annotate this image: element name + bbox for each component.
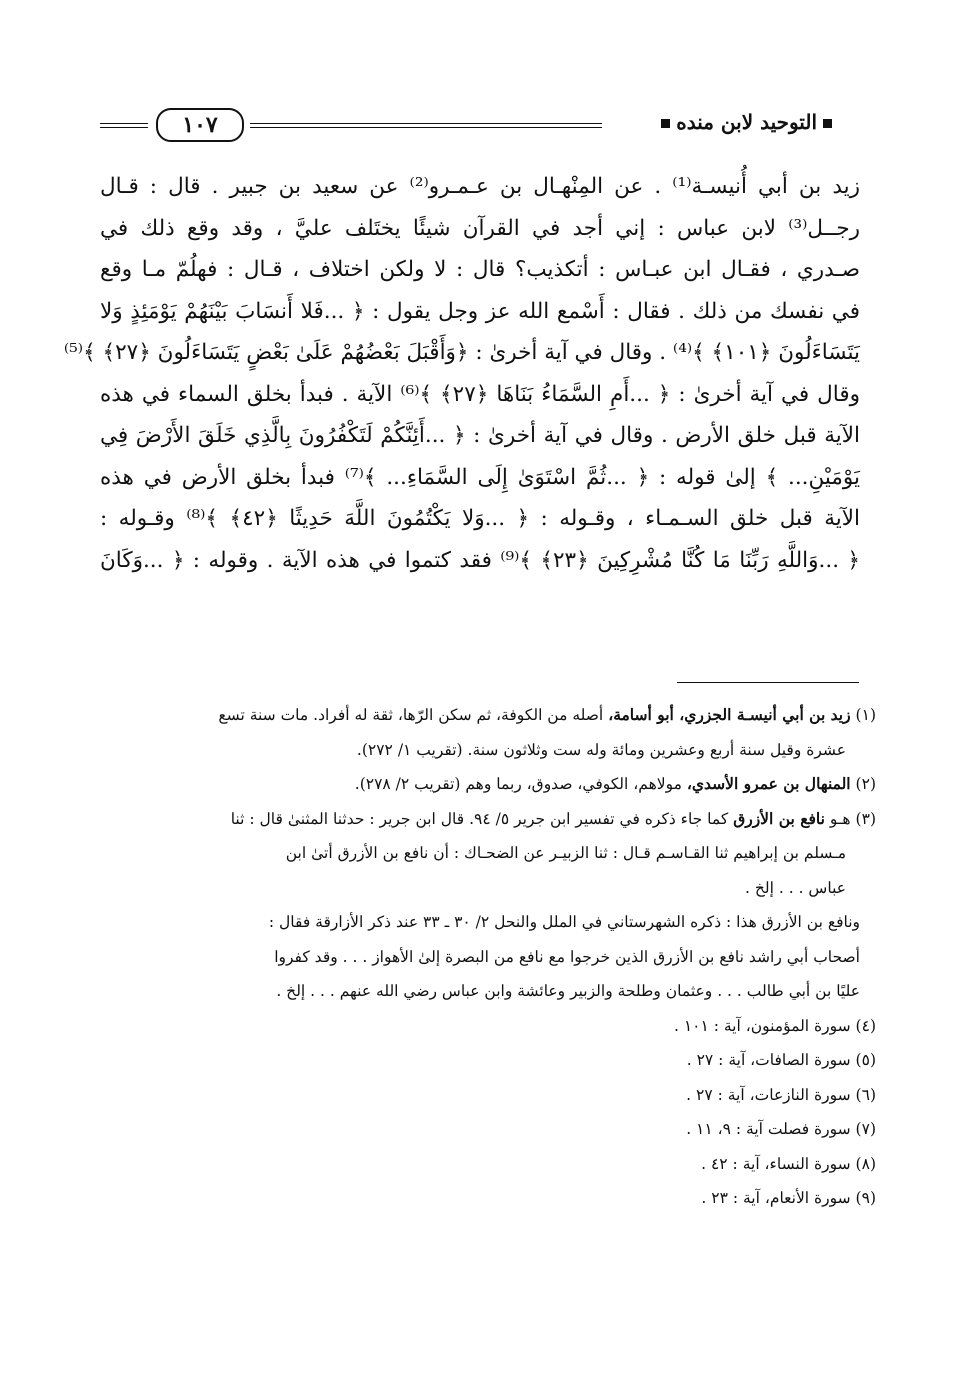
footnote-number: (٣)	[855, 809, 876, 828]
square-bullet-icon	[661, 119, 670, 128]
footnote-separator	[677, 682, 859, 683]
footnote-4: (٤) سورة المؤمنون، آية : ١٠١ .	[673, 1016, 876, 1035]
footnote-7: (٧) سورة فصلت آية : ٩، ١١ .	[686, 1120, 876, 1138]
footnote-3-cont: مـسلم بن إبراهيم ثنا القـاسـم قـال : ثنا الزبيـر عن الضحـاك : أن نافع بن الأزرق أتىٰ ابن	[285, 844, 846, 862]
footnote-number: (٢)	[855, 775, 876, 793]
footnote-number: (١)	[855, 706, 876, 724]
narrator-name: نافع بن الأزرق	[733, 808, 825, 828]
header-rule-left	[100, 123, 148, 128]
narrator-name: زيد بن أبي أنيسـة الجزري، أبو أسامة،	[608, 705, 851, 724]
footnote-3-cont: أصحاب أبي راشد نافع بن الأزرق الذين خرجوا مع نافع من البصرة إلىٰ الأهواز . . . وقد كفروا	[274, 947, 860, 966]
footnote-3	[100, 802, 876, 837]
text-line: يَتَسَاءَلُونَ ﴿١٠١﴾ ﴾⁽⁴⁾ . وقال في آية أخرىٰ : ﴿وَأَقْبَلَ بَعْضُهُمْ عَلَىٰ بَعْضٍ يَتَسَاءَلُونَ ﴿٢٧﴾ ﴾⁽⁵⁾	[63, 340, 860, 365]
footnote-text: هـو	[829, 809, 851, 828]
text-line: في نفسك من ذلك . فقال : أَسْمع الله عز وجل يقول : ﴿ ...فَلا أَنسَابَ بَيْنَهُمْ يَوْمَئِذٍ وَلا	[100, 298, 860, 324]
text-line: الآية قبل خلق الأرض . وقال في آية أخرىٰ : ﴿ ...أَئِنَّكُمْ لَتَكْفُرُونَ بِالَّذِي خَلَقَ الأَرْضَ فِي	[100, 423, 860, 448]
footnote-3-cont: عباس . . . إلخ .	[745, 878, 846, 897]
footnote-text: أصله من الكوفة، ثم سكن الرّها، ثقة له أفراد. مات سنة تسع	[218, 706, 604, 724]
book-title-text: التوحيد لابن منده	[676, 110, 817, 134]
book-title	[655, 110, 838, 134]
footnote-3-cont: عليًا بن أبي طالب . . . وعثمان وطلحة والزبير وعائشة وابن عباس رضي الله عنهم . . . إلخ .	[276, 982, 860, 1000]
narrator-name: المنهال بن عمرو الأسدي،	[686, 774, 851, 793]
page-number: ١٠٧	[156, 108, 244, 142]
text-line: ﴿ ...وَاللَّهِ رَبِّنَا مَا كُنَّا مُشْرِكِينَ ﴿٢٣﴾ ﴾⁽⁹⁾ فقد كتموا في هذه الآية . وقوله : ﴿ ...وَكَانَ	[100, 547, 861, 573]
footnote-text: كما جاء ذكره في تفسير ابن جرير ٥/ ٩٤. قال ابن جرير : حدثنا المثنىٰ قال : ثنا	[230, 809, 729, 828]
text-line: وقال في آية أخرىٰ : ﴿ ...أَمِ السَّمَاءُ بَنَاهَا ﴿٢٧﴾ ﴾⁽⁶⁾ الآية . فبدأ بخلق السماء في هذه	[100, 381, 861, 407]
text-line: الآية قبل خلق السـمـاء ، وقـوله : ﴿ ...وَلا يَكْتُمُونَ اللَّهَ حَدِيثًا ﴿٤٢﴾ ﴾⁽⁸⁾ وقـوله :	[100, 506, 860, 531]
footnote-text: مولاهم، الكوفي، صدوق، ربما وهم (تقريب ٢/ ٢٧٨).	[354, 775, 682, 793]
footnote-6: (٦) سورة النازعات، آية : ٢٧ .	[686, 1085, 876, 1104]
footnote-2	[100, 767, 876, 802]
footnote-9: (٩) سورة الأنعام، آية : ٢٣ .	[701, 1189, 876, 1207]
main-text	[63, 166, 861, 581]
footnotes	[100, 698, 876, 1216]
footnote-5: (٥) سورة الصافات، آية : ٢٧ .	[686, 1051, 876, 1069]
text-line: زيد بن أبي أُنيسـة⁽¹⁾ . عن المِنْهـال بن عـمـرو⁽²⁾ عن سعيد بن جبير . قال : قـال	[100, 174, 860, 199]
square-bullet-icon	[823, 119, 832, 128]
text-line: رجــل⁽³⁾ لابن عباس : إني أجد في القرآن شيئًا يختَلف عليَّ ، وقد وقع ذلك في	[100, 215, 860, 241]
footnote-1-cont: عشرة وقيل سنة أربع وعشرين ومائة وله ست وثلاثون سنة. (تقريب ١/ ٢٧٢).	[356, 740, 846, 759]
text-line: صـدري ، فقـال ابن عبـاس : أتكذيب؟ قال : لا ولكن اختلاف ، قـال : فهلُمّ مـا وقع	[100, 257, 860, 282]
header-rule-right	[250, 123, 602, 128]
text-line: يَوْمَيْنِ... ﴾ إلىٰ قوله : ﴿ ...ثُمَّ اسْتَوَىٰ إِلَى السَّمَاءِ... ﴾⁽⁷⁾ فبدأ بخلق الأرض في هذه	[100, 464, 860, 490]
footnote-1	[100, 698, 876, 733]
footnote-8: (٨) سورة النساء، آية : ٤٢ .	[701, 1154, 876, 1173]
page-header	[100, 106, 860, 146]
footnote-3-cont: ونافع بن الأزرق هذا : ذكره الشهرستاني في الملل والنحل ٢/ ٣٠ ـ ٣٣ عند ذكر الأزارقة فقال :	[268, 913, 860, 931]
